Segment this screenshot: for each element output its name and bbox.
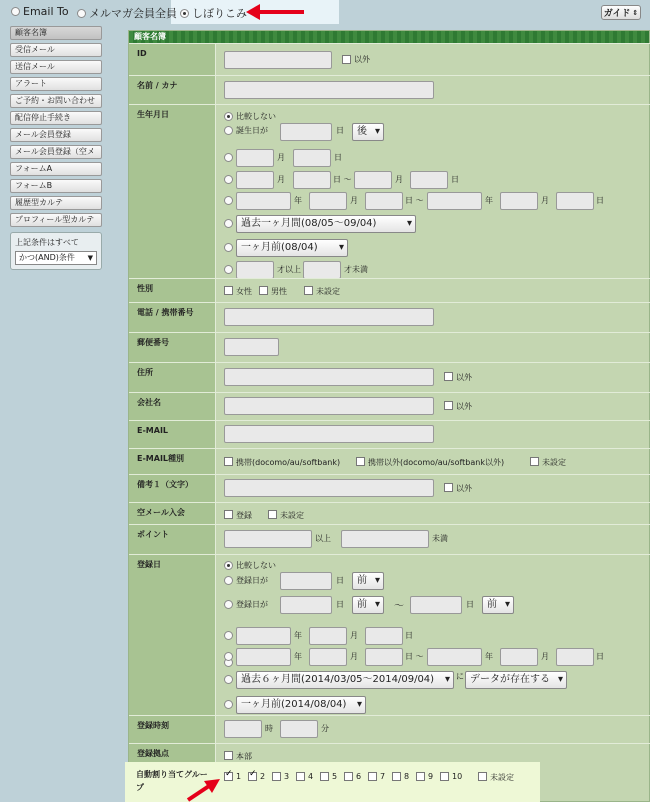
birth-day-input[interactable]: [293, 149, 331, 167]
radio-icon: [11, 7, 20, 16]
group-6-label: 6: [356, 772, 362, 781]
name-input[interactable]: [224, 81, 434, 99]
reg-days-range-label: 登録日が: [236, 600, 268, 609]
birth-month-range-radio[interactable]: [224, 175, 233, 184]
company-exclude-label: 以外: [456, 402, 472, 411]
id-exclude-label: 以外: [354, 55, 370, 64]
reg-hour-input[interactable]: [224, 720, 262, 738]
point-to-input[interactable]: [341, 530, 429, 548]
birth-month-ago-select[interactable]: 一ヶ月前(08/04) ▾: [236, 239, 348, 257]
empty-mail-unset-checkbox[interactable]: [268, 510, 277, 519]
row-register-time: [129, 715, 650, 743]
row-point: [129, 524, 650, 554]
reg-month-ago-radio[interactable]: [224, 700, 233, 709]
sidebar-item-unsubscribe[interactable]: 配信停止手続き: [10, 111, 102, 125]
condition-select[interactable]: かつ(AND)条件 ▼: [15, 251, 97, 265]
sidebar-item-form-a[interactable]: フォームA: [10, 162, 102, 176]
company-exclude-checkbox[interactable]: [444, 401, 453, 410]
label-zip: 郵便番号: [129, 333, 216, 362]
birth-month-ago-radio[interactable]: [224, 243, 233, 252]
group-5-checkbox[interactable]: [320, 772, 329, 781]
reg-days-to-input[interactable]: [410, 596, 462, 614]
group-4-label: 4: [308, 772, 314, 781]
birth-year-from-unit: 年: [294, 196, 302, 205]
group-9-label: 9: [428, 772, 434, 781]
point-to-unit: 未満: [432, 534, 448, 543]
birth-year-from-input[interactable]: [236, 192, 291, 210]
group-7-label: 7: [380, 772, 386, 781]
row-id: [129, 43, 650, 75]
birth-no-compare-label: 比較しない: [236, 112, 276, 121]
reg-no-compare-label: 比較しない: [236, 561, 276, 570]
label-phone: 電話 / 携帯番号: [129, 303, 216, 332]
group-8-label: 8: [404, 772, 410, 781]
radio-selected-icon: [180, 9, 189, 18]
group-unset-checkbox[interactable]: [478, 772, 487, 781]
birth-day-from-unit: 日 ～: [333, 175, 352, 184]
reg-days-to-select[interactable]: 前 ▾: [482, 596, 514, 614]
row-birthdate: [129, 104, 650, 306]
birth-day-from2-unit: 日 ～: [405, 196, 424, 205]
radio-email-to[interactable]: Email To: [11, 5, 69, 18]
label-empty-mail: 空メール入会: [129, 503, 216, 524]
reg-month-from-input[interactable]: [309, 648, 347, 666]
group-5-label: 5: [332, 772, 338, 781]
reg-range-sep: ～: [394, 601, 404, 612]
birth-month-unit: 月: [277, 153, 285, 162]
note1-exclude-checkbox[interactable]: [444, 483, 453, 492]
birth-month-to2-unit: 月: [541, 196, 549, 205]
sidebar-item-alert[interactable]: アラート: [10, 77, 102, 91]
label-company: 会社名: [129, 393, 216, 420]
sidebar-item-inbox[interactable]: 受信メール: [10, 43, 102, 57]
sidebar-item-reservation[interactable]: ご予約・お問い合わせ: [10, 94, 102, 108]
reg-day-input[interactable]: [365, 627, 403, 645]
company-input[interactable]: [224, 397, 434, 415]
birth-age-from-input[interactable]: [236, 261, 274, 279]
row-register-date: [129, 554, 650, 715]
row-gender: [129, 278, 650, 302]
birth-day-from-input[interactable]: [293, 171, 331, 189]
label-note1: 備考１（文字）: [129, 475, 216, 502]
group-4-checkbox[interactable]: [296, 772, 305, 781]
birth-month-day-radio[interactable]: [224, 153, 233, 162]
label-register-date: 登録日: [129, 555, 216, 715]
site-honbu-label: 本部: [236, 752, 252, 761]
reg-month-ago-select[interactable]: 一ヶ月前(2014/08/04) ▾: [236, 696, 366, 714]
red-arrow-icon: [244, 2, 306, 22]
group-unset-label: 未設定: [490, 773, 514, 782]
reg-year-input[interactable]: [236, 627, 291, 645]
phone-input[interactable]: [224, 308, 434, 326]
birth-month-from2-unit: 月: [350, 196, 358, 205]
birth-month-to-input[interactable]: [354, 171, 392, 189]
reg-ymd-radio[interactable]: [224, 631, 233, 640]
email-type-mobile-checkbox[interactable]: [224, 457, 233, 466]
label-name: 名前 / カナ: [129, 76, 216, 104]
reg-year-unit: 年: [294, 631, 302, 640]
reg-minute-unit: 分: [321, 724, 329, 733]
email-type-mobile-label: 携帯(docomo/au/softbank): [236, 458, 341, 467]
reg-days-before-select[interactable]: 前 ▾: [352, 572, 384, 590]
sidebar-item-member-register[interactable]: メール会員登録: [10, 128, 102, 142]
reg-minute-input[interactable]: [280, 720, 318, 738]
row-phone: [129, 302, 650, 332]
reg-period-ni: に: [456, 672, 464, 681]
label-gender: 性別: [129, 279, 216, 302]
birth-after-select[interactable]: 後 ▾: [352, 123, 384, 141]
reg-days-label: 登録日が: [236, 576, 268, 585]
label-register-site: 登録拠点: [129, 744, 216, 765]
sort-icon: ⇕: [632, 8, 639, 17]
birth-month-from-unit: 月: [277, 175, 285, 184]
gender-male-checkbox[interactable]: [259, 286, 268, 295]
reg-year-to-unit: 年: [485, 652, 493, 661]
condition-note: 上記条件はすべて: [15, 238, 79, 247]
reg-day-unit: 日: [405, 631, 413, 640]
sidebar-item-history-chart[interactable]: 履歴型カルテ: [10, 196, 102, 210]
birth-month-to-unit: 月: [395, 175, 403, 184]
label-birthdate: 生年月日: [129, 105, 216, 306]
reg-year-to-input[interactable]: [427, 648, 482, 666]
gender-female-label: 女性: [236, 287, 252, 296]
birth-no-compare-radio[interactable]: [224, 112, 233, 121]
group-10-checkbox[interactable]: [440, 772, 449, 781]
birth-period-radio[interactable]: [224, 219, 233, 228]
site-honbu-checkbox[interactable]: [224, 751, 233, 760]
id-exclude-checkbox[interactable]: [342, 55, 351, 64]
birth-month-from2-input[interactable]: [309, 192, 347, 210]
reg-no-compare-radio[interactable]: [224, 561, 233, 570]
label-email-type: E-MAIL種別: [129, 449, 216, 474]
reg-year-from-unit: 年: [294, 652, 302, 661]
birth-age-from-unit: 才以上: [277, 265, 301, 274]
reg-day-to-input[interactable]: [556, 648, 594, 666]
gender-male-label: 男性: [271, 287, 287, 296]
group-6-checkbox[interactable]: [344, 772, 353, 781]
email-type-nonmobile-checkbox[interactable]: [356, 457, 365, 466]
reg-days-from-select[interactable]: 前 ▾: [352, 596, 384, 614]
gender-female-checkbox[interactable]: [224, 286, 233, 295]
note1-exclude-label: 以外: [456, 484, 472, 493]
email-type-unset-checkbox[interactable]: [530, 457, 539, 466]
reg-date-range-radio[interactable]: [224, 652, 233, 661]
birth-year-to-input[interactable]: [427, 192, 482, 210]
address-input[interactable]: [224, 368, 434, 386]
birth-day-to2-unit: 日: [596, 196, 604, 205]
birth-day-from2-input[interactable]: [365, 192, 403, 210]
reg-days-to-unit: 日: [466, 600, 474, 609]
top-bar: [0, 0, 650, 24]
row-address: [129, 362, 650, 392]
customer-filter-panel: [128, 30, 650, 802]
birth-age-to-input[interactable]: [303, 261, 341, 279]
note1-input[interactable]: [224, 479, 434, 497]
reg-days-from-input[interactable]: [280, 596, 332, 614]
group-3-label: 3: [284, 772, 290, 781]
sidebar-item-form-b[interactable]: フォームB: [10, 179, 102, 193]
reg-days-from-unit: 日: [336, 600, 344, 609]
condition-box: [10, 232, 102, 270]
guide-button[interactable]: ガイド ⇕: [601, 5, 641, 20]
gender-unset-label: 未設定: [316, 287, 340, 296]
group-1-checkbox[interactable]: [224, 772, 233, 781]
sidebar-item-member-register-empty[interactable]: メール会員登録（空メ: [10, 145, 102, 159]
reg-year-from-input[interactable]: [236, 648, 291, 666]
group-8-checkbox[interactable]: [392, 772, 401, 781]
sidebar-item-profile-chart[interactable]: プロフィール型カルテ: [10, 213, 102, 227]
radio-filter[interactable]: しぼりこみ: [180, 5, 247, 21]
reg-period-select[interactable]: 過去６ヶ月間(2014/03/05～2014/09/04) ▾: [236, 671, 454, 689]
reg-month-from-unit: 月: [350, 652, 358, 661]
label-point: ポイント: [129, 525, 216, 554]
group-3-checkbox[interactable]: [272, 772, 281, 781]
point-from-input[interactable]: [224, 530, 312, 548]
reg-day-to-unit: 日: [596, 652, 604, 661]
zip-input[interactable]: [224, 338, 279, 356]
empty-mail-registered-checkbox[interactable]: [224, 510, 233, 519]
group-2-label: 2: [260, 772, 266, 781]
reg-hour-unit: 時: [265, 724, 273, 733]
row-name: [129, 75, 650, 104]
birth-month-input[interactable]: [236, 149, 274, 167]
birth-year-to-unit: 年: [485, 196, 493, 205]
reg-days-input[interactable]: [280, 572, 332, 590]
birth-period-select[interactable]: 過去一ヶ月間(08/05～09/04) ▾: [236, 215, 416, 233]
radio-icon: [77, 9, 86, 18]
label-address: 住所: [129, 363, 216, 392]
sidebar-item-sent[interactable]: 送信メール: [10, 60, 102, 74]
reg-days-unit: 日: [336, 576, 344, 585]
reg-month-to-input[interactable]: [500, 648, 538, 666]
reg-month-unit: 月: [350, 631, 358, 640]
reg-days-range-radio[interactable]: [224, 600, 233, 609]
birth-month-from-input[interactable]: [236, 171, 274, 189]
row-email: [129, 420, 650, 448]
group-10-label: 10: [452, 772, 463, 781]
birth-day-unit: 日: [336, 126, 344, 135]
address-exclude-checkbox[interactable]: [444, 372, 453, 381]
red-arrow-icon: [184, 776, 222, 802]
label-id: ID: [129, 44, 216, 75]
empty-mail-registered-label: 登録: [236, 511, 252, 520]
birth-day-to-input[interactable]: [410, 171, 448, 189]
email-type-unset-label: 未設定: [542, 458, 566, 467]
gender-unset-checkbox[interactable]: [304, 286, 313, 295]
reg-data-exists-select[interactable]: データが存在する ▾: [465, 671, 567, 689]
birth-birthday-label: 誕生日が: [236, 126, 268, 135]
empty-mail-unset-label: 未設定: [280, 511, 304, 520]
reg-day-from-input[interactable]: [365, 648, 403, 666]
reg-period-radio[interactable]: [224, 675, 233, 684]
reg-day-from-unit: 日 ～: [405, 652, 424, 661]
reg-month-input[interactable]: [309, 627, 347, 645]
birth-age-radio[interactable]: [224, 265, 233, 274]
sidebar: [10, 26, 102, 270]
group-1-label: 1: [236, 772, 242, 781]
address-exclude-label: 以外: [456, 373, 472, 382]
birth-birthday-radio[interactable]: [224, 126, 233, 135]
label-email: E-MAIL: [129, 421, 216, 448]
group-7-checkbox[interactable]: [368, 772, 377, 781]
group-9-checkbox[interactable]: [416, 772, 425, 781]
birth-days-input[interactable]: [280, 123, 332, 141]
birth-day-to2-input[interactable]: [556, 192, 594, 210]
row-company: [129, 392, 650, 420]
birth-age-to-unit: 才未満: [344, 265, 368, 274]
birth-day-to-unit: 日: [451, 175, 459, 184]
row-zip: [129, 332, 650, 362]
group-2-checkbox[interactable]: [248, 772, 257, 781]
row-email-type: [129, 448, 650, 474]
email-input[interactable]: [224, 425, 434, 443]
id-input[interactable]: [224, 51, 332, 69]
radio-mailmag-all[interactable]: メルマガ会員全員: [77, 5, 177, 21]
panel-title: 顧客名簿: [129, 31, 649, 43]
birth-day-unit-2: 日: [334, 153, 342, 162]
birth-month-to2-input[interactable]: [500, 192, 538, 210]
row-note1: [129, 474, 650, 502]
label-auto-group: 自動割り当てグループ: [136, 770, 208, 792]
reg-month-to-unit: 月: [541, 652, 549, 661]
label-register-time: 登録時刻: [129, 716, 216, 743]
reg-days-radio[interactable]: [224, 576, 233, 585]
sidebar-item-customers[interactable]: 顧客名簿: [10, 26, 102, 40]
email-type-nonmobile-label: 携帯以外(docomo/au/softbank以外): [368, 458, 505, 467]
point-from-unit: 以上: [315, 534, 331, 543]
row-empty-mail: [129, 502, 650, 524]
birth-date-range-radio[interactable]: [224, 196, 233, 205]
